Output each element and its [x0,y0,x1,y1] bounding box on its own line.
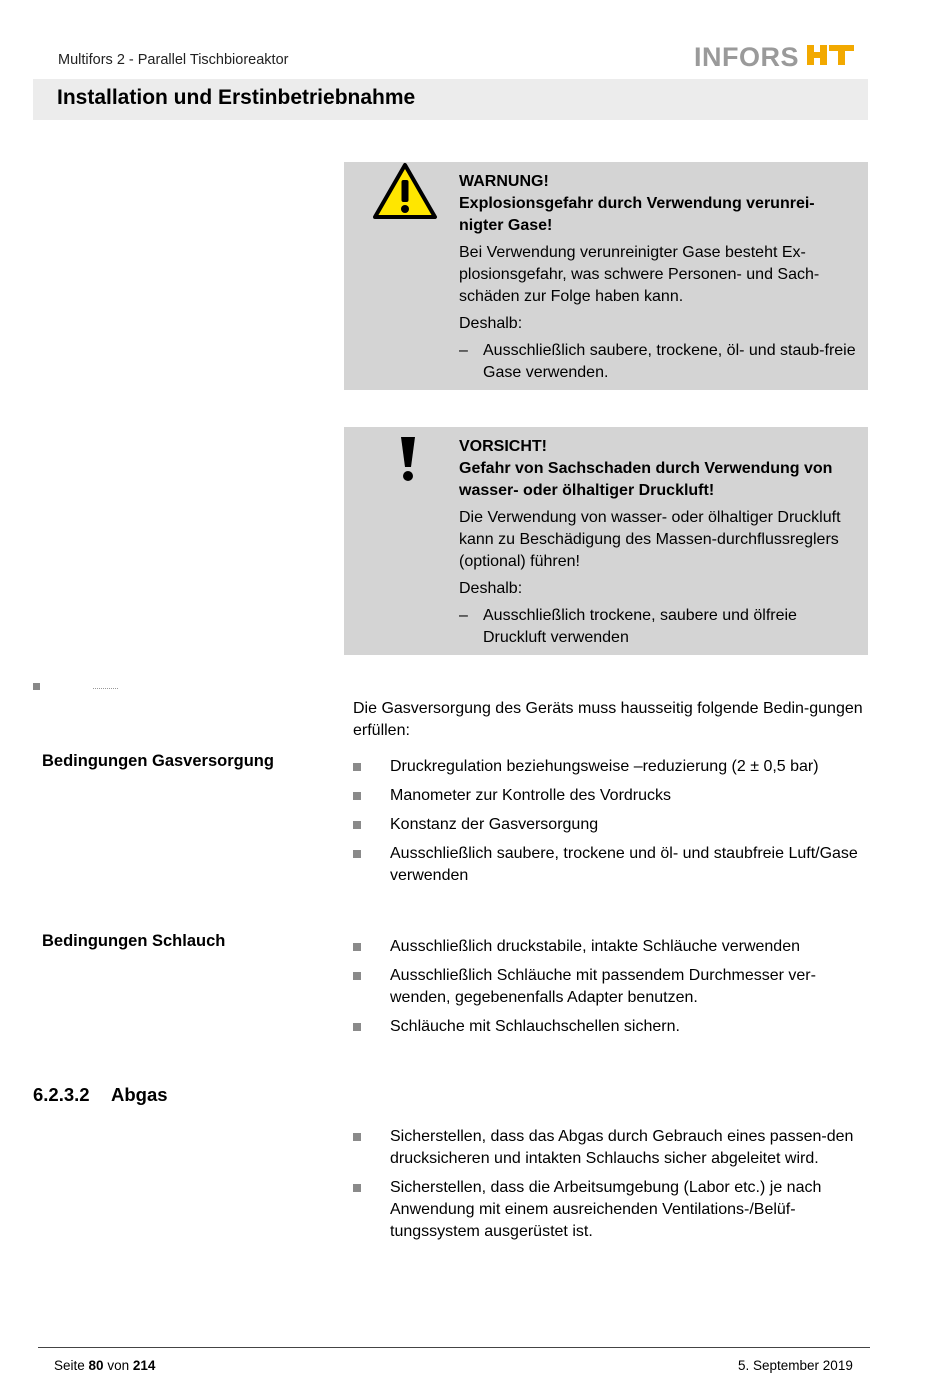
warning-headline: Explosionsgefahr durch Verwendung verunrei-nigter Gase! [459,195,815,234]
caution-body: Die Verwendung von wasser- oder ölhaltiger Druckluft kann zu Beschädigung des Massen-durchflussreglers (optional) führen! [459,509,841,570]
bullet-square [353,1133,361,1141]
gas-supply-list [353,756,865,894]
caution-measure [459,605,859,649]
warning-text [459,171,859,384]
footer-rule [38,1347,870,1348]
bullet-square [353,943,361,951]
list-item [353,785,865,807]
list-item-text: Druckregulation beziehungsweise –reduzierung (2 ± 0,5 bar) [390,758,819,775]
section-number: 6.2.3.2 [33,1084,90,1105]
hose-label: Bedingungen Schlauch [42,932,226,950]
warning-measure [459,340,859,384]
bullet-square [353,1184,361,1192]
section-title: Abgas [111,1084,168,1105]
document-title: Multifors 2 - Parallel Tischbioreaktor [58,52,289,68]
list-item [353,936,865,958]
list-item-text: Sicherstellen, dass das Abgas durch Gebrauch eines passen-den drucksicheren und intakten Schlauchs sicher abgeleitet wird. [390,1128,854,1167]
list-item [353,1177,865,1243]
list-item [353,756,865,778]
page-of: von [107,1358,130,1373]
logo-wordmark: INFORS [694,41,800,72]
chapter-title: Installation und Erstinbetriebnahme [57,86,416,109]
list-item [353,1126,865,1170]
warning-box [344,162,868,390]
total-pages: 214 [132,1358,156,1373]
gas-supply-intro: Die Gasversorgung des Geräts muss hausseitig folgende Bedin-gungen erfüllen: [353,700,863,739]
dash-marker: – [459,607,468,624]
caution-measure-text: Ausschließlich trockene, saubere und ölfreie Druckluft verwenden [483,607,797,646]
list-item [353,1016,865,1038]
hose-list [353,936,865,1045]
warning-body: Bei Verwendung verunreinigter Gase besteht Ex-plosionsgefahr, was schwere Personen- und Sach-schäden zur Folge haben kann. [459,244,820,305]
current-page: 80 [88,1358,104,1373]
logo-ht-mark [807,43,855,72]
bullet-square [353,1023,361,1031]
caution-text [459,436,859,649]
document-date: 5. September 2019 [738,1358,853,1373]
gas-supply-label: Bedingungen Gasversorgung [42,752,274,770]
margin-dotted-mark [93,688,118,689]
list-item-text: Ausschließlich saubere, trockene und öl- und staubfreie Luft/Gase verwenden [390,845,858,884]
bullet-square [353,792,361,800]
caution-headline: Gefahr von Sachschaden durch Verwendung von wasser- oder ölhaltiger Druckluft! [459,460,833,499]
list-item-text: Schläuche mit Schlauchschellen sichern. [390,1018,680,1035]
bullet-square [353,763,361,771]
bullet-square [353,821,361,829]
list-item [353,965,865,1009]
margin-bullet-mark [33,683,40,690]
warning-signal-word: WARNUNG! [459,173,549,190]
exhaust-list [353,1126,865,1250]
exclamation-icon [398,435,418,488]
page-number [54,1358,155,1373]
list-item-text: Konstanz der Gasversorgung [390,816,599,833]
dash-marker: – [459,342,468,359]
caution-box [344,427,868,655]
bullet-square [353,972,361,980]
warning-measure-text: Ausschließlich saubere, trockene, öl- und staub-freie Gase verwenden. [483,342,856,381]
list-item [353,814,865,836]
list-item-text: Manometer zur Kontrolle des Vordrucks [390,787,672,804]
list-item-text: Ausschließlich druckstabile, intakte Schläuche verwenden [390,938,800,955]
caution-therefore: Deshalb: [459,580,523,597]
bullet-square [353,850,361,858]
caution-signal-word: VORSICHT! [459,438,547,455]
list-item [353,843,865,887]
page-prefix: Seite [54,1358,85,1373]
infors-logo [694,40,855,74]
list-item-text: Sicherstellen, dass die Arbeitsumgebung (Labor etc.) je nach Anwendung mit einem ausreichenden Ventilations-/Belüf-tungssystem ausgerüstet ist. [390,1179,822,1240]
warning-therefore: Deshalb: [459,315,523,332]
warning-triangle-icon [372,162,438,227]
list-item-text: Ausschließlich Schläuche mit passendem Durchmesser ver-wenden, gegebenenfalls Adapter benutzen. [390,967,816,1006]
